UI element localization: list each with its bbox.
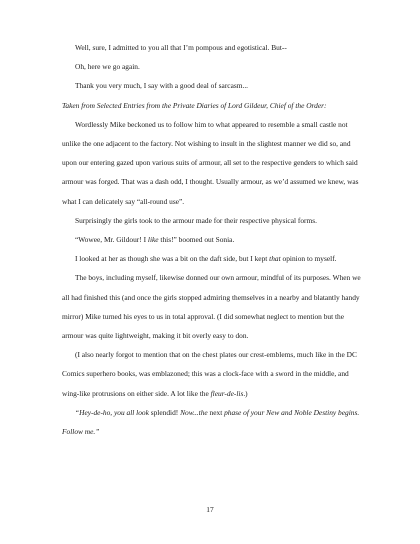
body-text [62, 38, 362, 441]
paragraph-p2 [62, 57, 362, 76]
text-run: next [207, 407, 225, 417]
paragraph-p5 [62, 115, 362, 211]
paragraph-p6 [62, 211, 362, 230]
text-run: (I also nearly forgot to mention that on the chest plates our crest-emblems, much like in the DC Comics superhero books, was emblazoned; this was a clock-face with a sword in the middle, and wing-like protrusions on either side. A lot like the [62, 350, 357, 398]
italic-text: “Hey-de-ho, you all look [75, 407, 149, 417]
text-run: Surprisingly the girls took to the armour made for their respective physical forms. [75, 215, 317, 225]
paragraph-p4 [62, 96, 362, 115]
text-run: splendid! [148, 407, 181, 417]
text-run: Oh, here we go again. [75, 62, 140, 72]
paragraph-p7 [62, 230, 362, 249]
paragraph-p10 [62, 345, 362, 403]
text-run: opinion to myself. [280, 254, 337, 264]
paragraph-p8 [62, 249, 362, 268]
text-run: Wordlessly Mike beckoned us to follow him to what appeared to resemble a small castle not unlike the one adjacent to the factory. Not wishing to insult in the slightest manner we did so, and upon our entering gazed upon various suits of armour, all set to the respective genders to which said armour was forged. That was a dash odd, I thought. Usually armour, as we’d assumed we knew, was what I can delicately say “all-round use”. [62, 119, 359, 206]
text-run: .) [243, 388, 248, 398]
text-run: Well, sure, I admitted to you all that I’m pompous and egotistical. But-- [75, 43, 287, 52]
page-number: 17 [206, 505, 214, 514]
italic-text: Now...the [180, 407, 208, 417]
paragraph-p3 [62, 76, 362, 95]
italic-text: that [269, 254, 281, 264]
italic-text: like [147, 235, 159, 245]
text-run: The boys, including myself, likewise donned our own armour, mindful of its purposes. When we all had finished this (and once the girls stopped admiring themselves in a nearby and blatantly handy mirror) Mike turned his eyes to us in total approval. (I did somewhat neglect to mention but the armour was quite lightweight, making it bit overly easy to don. [62, 273, 361, 341]
paragraph-p11 [62, 403, 362, 441]
paragraph-p1 [62, 38, 362, 57]
italic-text: fleur-de-lis [210, 388, 244, 398]
paragraph-p9 [62, 268, 362, 345]
text-run: I looked at her as though she was a bit on the daft side, but I kept [75, 254, 270, 264]
text-run: this!” boomed out Sonia. [158, 235, 235, 245]
italic-text: phase of your New and Noble Destiny begins. Follow me.” [62, 407, 360, 437]
text-run: “Wowee, Mr. Gildour! I [75, 235, 148, 245]
italic-text: Taken from Selected Entries from the Private Diaries of Lord Gildeur, Chief of the Order: [62, 100, 327, 110]
text-run: Thank you very much, I say with a good deal of sarcasm... [75, 81, 249, 91]
